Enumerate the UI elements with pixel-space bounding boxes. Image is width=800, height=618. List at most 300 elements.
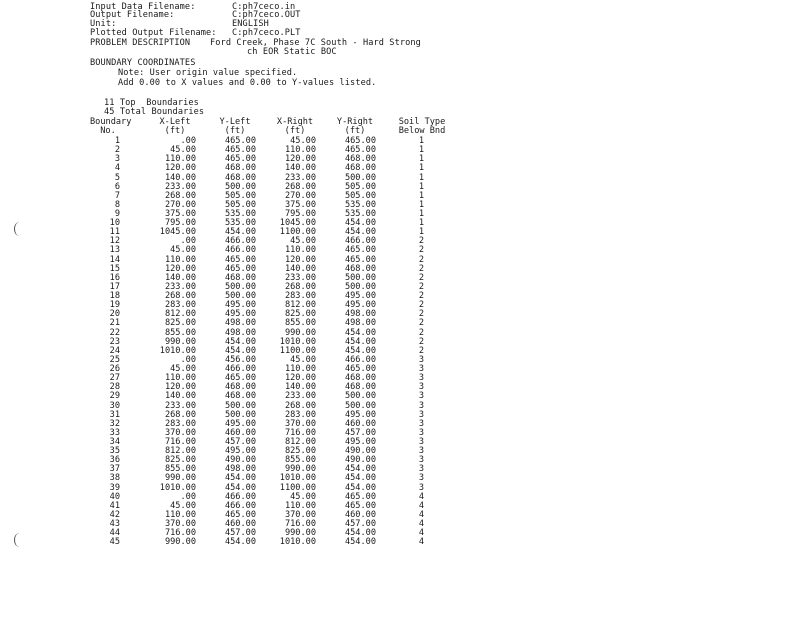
x-right-value: 233.00 — [284, 272, 316, 283]
boundary-no: 23 — [109, 336, 120, 347]
y-left-value: 535.00 — [224, 209, 256, 219]
y-right-value: 460.00 — [344, 509, 376, 520]
y-left-value: 465.00 — [224, 509, 256, 520]
x-left-value: 120.00 — [164, 163, 196, 174]
x-left-value: 45.00 — [170, 500, 196, 511]
soil-type-value: 3 — [418, 373, 424, 384]
x-left-value: 268.00 — [164, 291, 196, 301]
y-left-value: 454.00 — [224, 227, 256, 238]
boundary-no: 40 — [109, 491, 120, 502]
y-right-value: 500.00 — [344, 400, 376, 411]
origin-note: Note: User origin value specified. — [118, 68, 298, 78]
boundary-no: 41 — [109, 500, 120, 511]
y-right-value: 500.00 — [344, 281, 376, 292]
boundary-no: 1 — [114, 136, 120, 146]
y-right-value: 465.00 — [344, 145, 376, 156]
y-left-value: 457.00 — [224, 437, 256, 447]
boundary-no: 30 — [109, 400, 120, 411]
x-right-value: 120.00 — [284, 154, 316, 165]
soil-type-value: 1 — [418, 154, 424, 165]
x-right-value: 120.00 — [284, 254, 316, 265]
x-right-value: 825.00 — [284, 446, 316, 457]
header-value: C:ph7ceco.in — [232, 2, 296, 12]
boundary-no: 17 — [109, 281, 120, 292]
soil-type-value: 2 — [418, 300, 424, 311]
x-right-value: 1010.00 — [279, 336, 316, 347]
x-left-value: 1010.00 — [159, 482, 196, 493]
x-left-value: 812.00 — [164, 446, 196, 457]
boundary-no: 29 — [109, 391, 120, 402]
soil-type-value: 3 — [418, 464, 424, 475]
soil-type-value: 1 — [418, 227, 424, 238]
x-right-value: 120.00 — [284, 373, 316, 384]
y-left-value: 465.00 — [224, 373, 256, 384]
boundary-no: 8 — [114, 199, 120, 210]
x-right-value: 233.00 — [284, 172, 316, 183]
boundary-no: 19 — [109, 300, 120, 311]
soil-type-value: 2 — [418, 272, 424, 283]
soil-type-value: 1 — [418, 172, 424, 183]
soil-type-value: 1 — [418, 145, 424, 156]
x-right-header: (ft) — [284, 126, 306, 136]
x-left-value: 110.00 — [164, 254, 196, 265]
x-left-value: 45.00 — [170, 145, 196, 156]
boundary-no: 15 — [109, 263, 120, 274]
soil-type-value: 3 — [418, 400, 424, 411]
x-left-value: 283.00 — [164, 300, 196, 311]
soil-type-value: 1 — [418, 163, 424, 174]
soil-type-value: 3 — [418, 455, 424, 466]
y-right-value: 460.00 — [344, 418, 376, 429]
boundary-no: 42 — [109, 509, 120, 520]
x-left-value: 110.00 — [164, 154, 196, 165]
top-boundaries-count: 11 Top Boundaries — [104, 98, 199, 108]
y-right-value: 465.00 — [344, 245, 376, 256]
y-left-value: 490.00 — [224, 455, 256, 466]
y-left-value: 456.00 — [224, 354, 256, 365]
x-left-value: 283.00 — [164, 418, 196, 429]
boundary-no: 5 — [114, 172, 120, 183]
x-left-value: 370.00 — [164, 427, 196, 438]
x-right-value: 140.00 — [284, 163, 316, 174]
x-right-value: 812.00 — [284, 300, 316, 311]
y-left-value: 465.00 — [224, 145, 256, 156]
punch-hole-mark — [14, 533, 25, 547]
x-right-value: 370.00 — [284, 509, 316, 520]
y-left-value: 454.00 — [224, 473, 256, 484]
y-right-value: 454.00 — [344, 345, 376, 356]
x-left-value: 855.00 — [164, 464, 196, 475]
soil-type-value: 4 — [418, 519, 424, 529]
y-left-value: 457.00 — [224, 528, 256, 539]
x-right-value: 990.00 — [284, 464, 316, 475]
y-left-value: 466.00 — [224, 500, 256, 511]
header-value: ENGLISH — [232, 19, 269, 29]
y-right-value: 454.00 — [344, 473, 376, 484]
y-left-value: 465.00 — [224, 254, 256, 265]
y-right-value: 465.00 — [344, 364, 376, 374]
x-right-value: 268.00 — [284, 181, 316, 192]
x-right-value: 140.00 — [284, 382, 316, 393]
x-right-value: 110.00 — [284, 245, 316, 256]
x-left-value: 825.00 — [164, 318, 196, 329]
soil-type-value: 3 — [418, 364, 424, 374]
boundary-no: 26 — [109, 364, 120, 374]
x-left-value: .00 — [180, 354, 196, 365]
x-left-value: 140.00 — [164, 172, 196, 183]
x-right-value: 110.00 — [284, 364, 316, 374]
y-right-value: 490.00 — [344, 446, 376, 457]
boundary-no: 34 — [109, 437, 120, 447]
x-left-value: 1045.00 — [159, 227, 196, 238]
y-left-value: 466.00 — [224, 236, 256, 247]
y-left-value: 495.00 — [224, 446, 256, 457]
y-left-value: 498.00 — [224, 318, 256, 329]
y-left-header: Y-Left — [219, 117, 251, 127]
soil-type-value: 4 — [418, 537, 424, 548]
y-right-value: 466.00 — [344, 236, 376, 247]
x-left-value: .00 — [180, 136, 196, 146]
soil-type-value: 2 — [418, 309, 424, 320]
soil-type-value: 4 — [418, 509, 424, 520]
x-right-value: 1010.00 — [279, 473, 316, 484]
boundary-no: 38 — [109, 473, 120, 484]
y-right-value: 490.00 — [344, 455, 376, 466]
soil-type-value: 3 — [418, 427, 424, 438]
x-right-value: 1100.00 — [279, 345, 316, 356]
x-right-value: 45.00 — [290, 354, 316, 365]
y-right-value: 500.00 — [344, 391, 376, 402]
x-right-value: 855.00 — [284, 455, 316, 466]
soil-type-value: 2 — [418, 254, 424, 265]
boundary-no: 44 — [109, 528, 120, 539]
x-right-value: 825.00 — [284, 309, 316, 320]
x-left-value: 110.00 — [164, 509, 196, 520]
soil-type-value: 2 — [418, 263, 424, 274]
y-left-value: 465.00 — [224, 154, 256, 165]
header-value: C:ph7ceco.OUT — [232, 10, 301, 20]
boundary-no: 2 — [114, 145, 120, 156]
y-right-value: 454.00 — [344, 528, 376, 539]
y-left-value: 505.00 — [224, 199, 256, 210]
x-right-value: 855.00 — [284, 318, 316, 329]
y-right-value: 500.00 — [344, 172, 376, 183]
y-right-value: 505.00 — [344, 181, 376, 192]
soil-type-value: 1 — [418, 190, 424, 201]
y-right-value: 468.00 — [344, 263, 376, 274]
soil-type-value: 2 — [418, 345, 424, 356]
header-label: PROBLEM DESCRIPTION — [90, 38, 191, 48]
x-left-value: 233.00 — [164, 181, 196, 192]
y-right-value: 468.00 — [344, 373, 376, 384]
x-left-value: 268.00 — [164, 190, 196, 201]
x-right-value: 268.00 — [284, 281, 316, 292]
y-right-value: 495.00 — [344, 291, 376, 301]
x-right-value: 1045.00 — [279, 218, 316, 229]
y-right-value: 468.00 — [344, 382, 376, 393]
soil-type-value: 1 — [418, 209, 424, 219]
x-left-value: 370.00 — [164, 519, 196, 529]
boundary-no-header: No. — [100, 126, 116, 136]
y-right-value: 454.00 — [344, 482, 376, 493]
x-left-value: 825.00 — [164, 455, 196, 466]
y-right-value: 454.00 — [344, 464, 376, 475]
soil-type-value: 4 — [418, 528, 424, 539]
y-left-value: 454.00 — [224, 345, 256, 356]
y-left-value: 468.00 — [224, 272, 256, 283]
y-left-value: 468.00 — [224, 391, 256, 402]
problem-description-continued: ch EOR Static BOC — [247, 47, 337, 57]
boundary-no: 9 — [114, 209, 120, 219]
y-right-value: 505.00 — [344, 190, 376, 201]
soil-type-value: 2 — [418, 318, 424, 329]
x-left-value: 1010.00 — [159, 345, 196, 356]
x-left-header: (ft) — [164, 126, 186, 136]
x-left-value: 990.00 — [164, 473, 196, 484]
x-right-header: X-Right — [276, 117, 314, 127]
y-right-value: 454.00 — [344, 218, 376, 229]
soil-type-value: 3 — [418, 437, 424, 447]
x-right-value: 1100.00 — [279, 482, 316, 493]
y-left-value: 500.00 — [224, 409, 256, 420]
soil-type-value: 3 — [418, 354, 424, 365]
y-right-value: 498.00 — [344, 309, 376, 320]
punch-hole-mark — [14, 222, 25, 236]
x-left-value: 716.00 — [164, 437, 196, 447]
x-left-value: 45.00 — [170, 245, 196, 256]
boundary-no: 27 — [109, 373, 120, 384]
x-left-value: 990.00 — [164, 336, 196, 347]
boundary-no: 39 — [109, 482, 120, 493]
y-left-value: 466.00 — [224, 364, 256, 374]
soil-type-value: 3 — [418, 446, 424, 457]
soil-type-header: Soil Type — [398, 117, 446, 127]
soil-type-header: Below Bnd — [398, 126, 446, 136]
x-right-value: 716.00 — [284, 427, 316, 438]
soil-type-value: 2 — [418, 336, 424, 347]
x-left-value: 233.00 — [164, 281, 196, 292]
x-left-value: 270.00 — [164, 199, 196, 210]
x-right-value: 45.00 — [290, 236, 316, 247]
soil-type-value: 3 — [418, 409, 424, 420]
y-right-value: 454.00 — [344, 537, 376, 548]
x-right-value: 283.00 — [284, 409, 316, 420]
boundary-no: 3 — [114, 154, 120, 165]
soil-type-value: 4 — [418, 500, 424, 511]
total-boundaries-count: 45 Total Boundaries — [104, 107, 205, 117]
header-value: C:ph7ceco.PLT — [232, 28, 301, 38]
x-left-value: 45.00 — [170, 364, 196, 374]
x-right-value: 270.00 — [284, 190, 316, 201]
boundary-no: 12 — [109, 236, 120, 247]
x-right-value: 1100.00 — [279, 227, 316, 238]
y-right-value: 468.00 — [344, 163, 376, 174]
soil-type-value: 1 — [418, 136, 424, 146]
soil-type-value: 2 — [418, 281, 424, 292]
x-left-value: 716.00 — [164, 528, 196, 539]
boundary-no: 24 — [109, 345, 120, 356]
header-label: Output Filename: — [90, 10, 175, 20]
soil-type-value: 2 — [418, 327, 424, 338]
boundary-no: 22 — [109, 327, 120, 338]
y-left-value: 468.00 — [224, 172, 256, 183]
y-right-value: 465.00 — [344, 254, 376, 265]
boundary-no: 20 — [109, 309, 120, 320]
boundary-no: 35 — [109, 446, 120, 457]
y-left-value: 468.00 — [224, 163, 256, 174]
boundary-no: 43 — [109, 519, 120, 529]
y-left-value: 460.00 — [224, 427, 256, 438]
boundary-no: 10 — [109, 218, 120, 229]
y-right-value: 457.00 — [344, 427, 376, 438]
boundary-no: 33 — [109, 427, 120, 438]
boundary-no: 45 — [109, 537, 120, 548]
x-right-value: 716.00 — [284, 519, 316, 529]
y-right-value: 535.00 — [344, 209, 376, 219]
boundary-coordinates-title: BOUNDARY COORDINATES — [90, 58, 196, 68]
x-left-value: .00 — [180, 236, 196, 247]
boundary-no: 14 — [109, 254, 120, 265]
soil-type-value: 1 — [418, 199, 424, 210]
boundary-no: 11 — [109, 227, 120, 238]
x-right-value: 990.00 — [284, 327, 316, 338]
x-left-value: 120.00 — [164, 382, 196, 393]
y-right-value: 535.00 — [344, 199, 376, 210]
boundary-no: 31 — [109, 409, 120, 420]
soil-type-value: 3 — [418, 482, 424, 493]
header-value: Ford Creek, Phase 7C South - Hard Strong — [210, 38, 421, 48]
y-left-value: 454.00 — [224, 482, 256, 493]
x-right-value: 45.00 — [290, 491, 316, 502]
y-right-value: 454.00 — [344, 327, 376, 338]
boundary-no: 18 — [109, 291, 120, 301]
x-left-value: 268.00 — [164, 409, 196, 420]
boundary-no: 32 — [109, 418, 120, 429]
x-left-value: 812.00 — [164, 309, 196, 320]
x-left-value: 375.00 — [164, 209, 196, 219]
y-right-value: 465.00 — [344, 500, 376, 511]
soil-type-value: 2 — [418, 245, 424, 256]
x-left-value: 233.00 — [164, 400, 196, 411]
x-right-value: 990.00 — [284, 528, 316, 539]
x-right-value: 110.00 — [284, 145, 316, 156]
x-left-value: 795.00 — [164, 218, 196, 229]
x-left-value: 120.00 — [164, 263, 196, 274]
y-left-value: 495.00 — [224, 309, 256, 320]
boundary-no: 16 — [109, 272, 120, 283]
boundary-no: 4 — [114, 163, 120, 174]
x-right-value: 45.00 — [290, 136, 316, 146]
y-right-value: 457.00 — [344, 519, 376, 529]
x-left-value: 140.00 — [164, 272, 196, 283]
boundary-no: 25 — [109, 354, 120, 365]
y-right-value: 495.00 — [344, 409, 376, 420]
y-left-value: 454.00 — [224, 537, 256, 548]
soil-type-value: 4 — [418, 491, 424, 502]
x-right-value: 268.00 — [284, 400, 316, 411]
x-left-value: 990.00 — [164, 537, 196, 548]
y-left-value: 466.00 — [224, 491, 256, 502]
x-right-value: 233.00 — [284, 391, 316, 402]
soil-type-value: 3 — [418, 473, 424, 484]
x-left-header: X-Left — [159, 117, 191, 127]
soil-type-value: 2 — [418, 291, 424, 301]
x-right-value: 812.00 — [284, 437, 316, 447]
soil-type-value: 2 — [418, 236, 424, 247]
y-left-value: 500.00 — [224, 291, 256, 301]
y-right-value: 495.00 — [344, 437, 376, 447]
header-label: Plotted Output Filename: — [90, 28, 217, 38]
offset-note: Add 0.00 to X values and 0.00 to Y-values listed. — [118, 78, 377, 88]
boundary-no: 37 — [109, 464, 120, 475]
boundary-no: 13 — [109, 245, 120, 256]
header-label: Input Data Filename: — [90, 2, 196, 12]
y-left-value: 454.00 — [224, 336, 256, 347]
y-left-value: 465.00 — [224, 136, 256, 146]
soil-type-value: 3 — [418, 418, 424, 429]
y-right-header: Y-Right — [336, 117, 374, 127]
x-right-value: 375.00 — [284, 199, 316, 210]
y-right-value: 498.00 — [344, 318, 376, 329]
soil-type-value: 3 — [418, 382, 424, 393]
y-right-value: 465.00 — [344, 136, 376, 146]
table-row — [0, 537, 800, 547]
y-left-value: 495.00 — [224, 418, 256, 429]
y-left-value: 500.00 — [224, 400, 256, 411]
x-right-value: 795.00 — [284, 209, 316, 219]
boundary-no: 21 — [109, 318, 120, 329]
x-right-value: 1010.00 — [279, 537, 316, 548]
x-right-value: 110.00 — [284, 500, 316, 511]
y-left-value: 535.00 — [224, 218, 256, 229]
x-right-value: 283.00 — [284, 291, 316, 301]
y-left-value: 498.00 — [224, 327, 256, 338]
x-left-value: 855.00 — [164, 327, 196, 338]
y-left-value: 500.00 — [224, 181, 256, 192]
soil-type-value: 1 — [418, 181, 424, 192]
header-label: Unit: — [90, 19, 117, 29]
y-right-value: 500.00 — [344, 272, 376, 283]
x-left-value: .00 — [180, 491, 196, 502]
boundary-no: 36 — [109, 455, 120, 466]
y-left-value: 500.00 — [224, 281, 256, 292]
x-right-value: 140.00 — [284, 263, 316, 274]
y-left-header: (ft) — [224, 126, 246, 136]
soil-type-value: 1 — [418, 218, 424, 229]
y-right-value: 466.00 — [344, 354, 376, 365]
y-left-value: 465.00 — [224, 263, 256, 274]
y-left-value: 466.00 — [224, 245, 256, 256]
x-left-value: 140.00 — [164, 391, 196, 402]
y-left-value: 505.00 — [224, 190, 256, 201]
boundary-no-header: Boundary — [90, 117, 132, 127]
y-left-value: 498.00 — [224, 464, 256, 475]
y-right-value: 454.00 — [344, 336, 376, 347]
y-right-value: 454.00 — [344, 227, 376, 238]
y-left-value: 468.00 — [224, 382, 256, 393]
soil-type-value: 3 — [418, 391, 424, 402]
boundary-no: 6 — [114, 181, 120, 192]
x-right-value: 370.00 — [284, 418, 316, 429]
y-left-value: 495.00 — [224, 300, 256, 311]
y-right-value: 465.00 — [344, 491, 376, 502]
x-left-value: 110.00 — [164, 373, 196, 384]
y-left-value: 460.00 — [224, 519, 256, 529]
boundary-no: 28 — [109, 382, 120, 393]
boundary-no: 7 — [114, 190, 120, 201]
y-right-value: 495.00 — [344, 300, 376, 311]
y-right-value: 468.00 — [344, 154, 376, 165]
